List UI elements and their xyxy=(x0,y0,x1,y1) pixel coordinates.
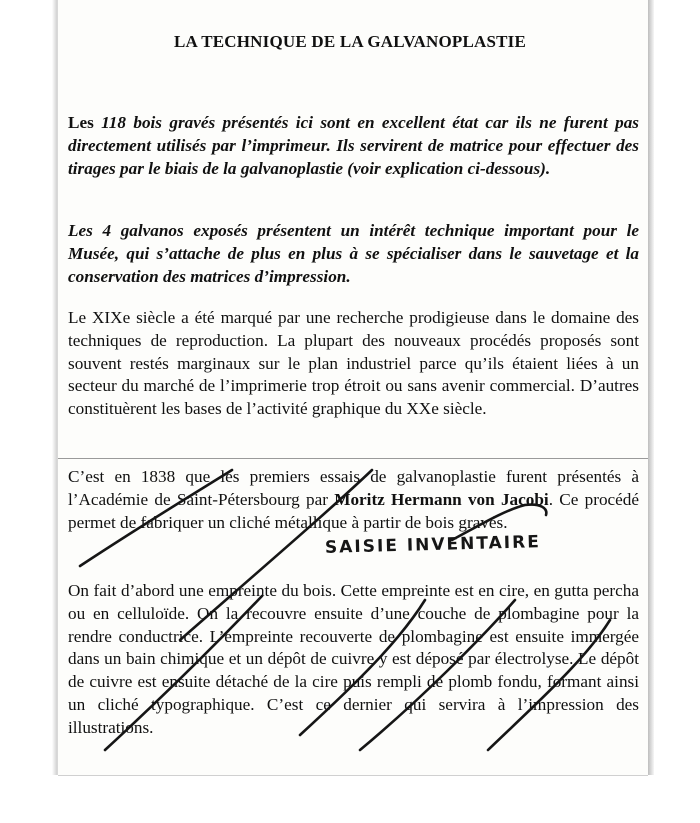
paragraph-jacobi xyxy=(68,466,639,534)
document-title: LA TECHNIQUE DE LA GALVANOPLASTIE xyxy=(173,32,527,51)
paragraph-intro-text: 118 bois gravés présentés ici sont en excellent état car ils ne furent pas directement utilisés par l’imprimeur. Ils servirent de matrice pour effectuer des tirages par le biais de la galvanoplastie (voir explication ci-dessous). xyxy=(68,113,639,178)
handwritten-annotation: SAISIE INVENTAIRE xyxy=(324,532,542,558)
jacobi-text-after: . Ce procédé permet de fabriquer un cliché métallique à partir de bois gravés. xyxy=(68,489,640,532)
paragraph-process: On fait d’abord une empreinte du bois. Cette empreinte est en cire, en gutta percha ou en celluloïde. On la recouvre ensuite d’une couche de plombagine pour la rendre conductrice. L’empreinte recouverte de plombagine est ensuite immergée dans un bain chimique et un dépôt de cuivre y est déposé par électrolyse. Le dépôt de cuivre est ensuite détaché de la cire puis rempli de plomb fondu, formant ainsi un cliché typographique. C’est ce dernier qui servira à l’impression des illustrations. xyxy=(68,581,639,737)
section-divider xyxy=(58,458,648,459)
jacobi-text-before: C’est en 1838 que les premiers essais de galvanoplastie furent présentés à l’Académie de Saint-Pétersbourg par xyxy=(68,467,639,509)
paragraph-intro xyxy=(68,112,639,180)
paragraph-history: Le XIXe siècle a été marqué par une recherche prodigieuse dans le domaine des techniques de reproduction. La plupart des nouveaux procédés proposés sont souvent restés marginaux sur le plan industriel parce qu’ils étaient liées à un secteur du marché de l’imprimerie trop étroit ou sans avenir commercial. D’autres constituèrent les bases de l’activité graphique du XXe siècle. xyxy=(68,308,639,419)
page-right-edge xyxy=(648,0,654,775)
paragraph-galvanos: Les 4 galvanos exposés présentent un intérêt technique important pour le Musée, qui s’attache de plus en plus à se spécialiser dans le sauvetage et la conservation des matrices d’impression. xyxy=(68,221,639,286)
jacobi-name: Moritz Hermann von Jacobi xyxy=(334,489,549,509)
paragraph-intro-lead: Les xyxy=(68,113,94,132)
